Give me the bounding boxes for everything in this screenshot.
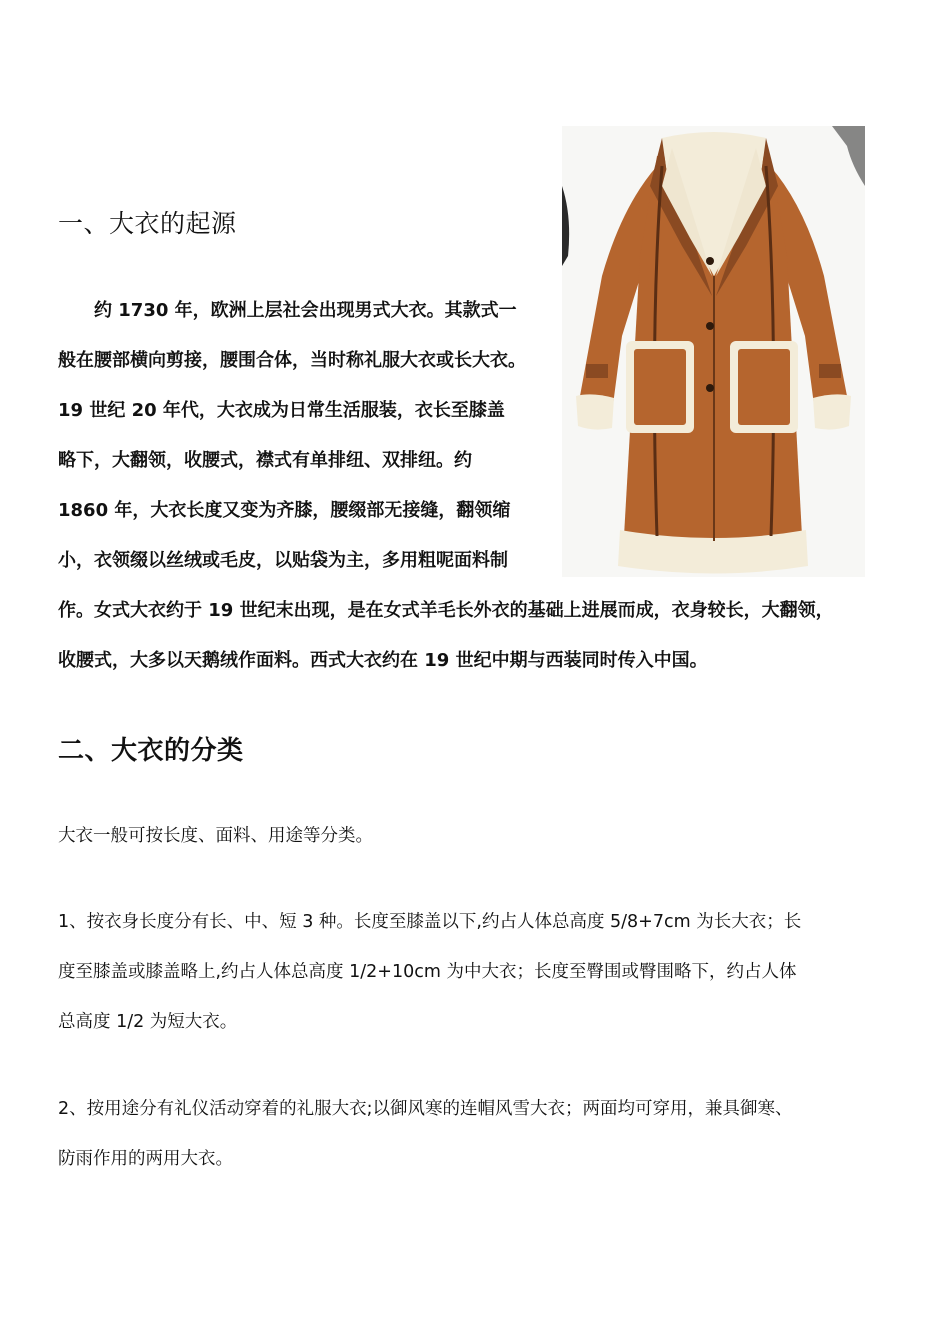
paragraph-line: 约 1730 年，欧洲上层社会出现男式大衣。其款式一: [94, 300, 517, 321]
item-2-line: 2、按用途分有礼仪活动穿着的礼服大衣;以御风寒的连帽风雪大衣；两面均可穿用，兼具御寒、: [58, 1099, 793, 1119]
paragraph-line: 收腰式，大多以天鹅绒作面料。西式大衣约在 19 世纪中期与西装同时传入中国。: [58, 650, 708, 671]
section-1-heading: 一、大衣的起源: [58, 209, 237, 238]
sheepskin-coat-photo: [562, 126, 865, 577]
paragraph-line: 般在腰部横向剪接，腰围合体，当时称礼服大衣或长大衣。: [58, 350, 526, 371]
paragraph-line: 1860 年，大衣长度又变为齐膝，腰缀部无接缝，翻领缩: [58, 500, 511, 521]
paragraph-line: 略下，大翻领，收腰式，襟式有单排纽、双排纽。约: [58, 450, 472, 471]
item-1-line: 1、按衣身长度分有长、中、短 3 种。长度至膝盖以下,约占人体总高度 5/8+7cm 为长大衣；长: [58, 912, 802, 932]
paragraph-line: 作。女式大衣约于 19 世纪末出现，是在女式羊毛长外衣的基础上进展而成，衣身较长，大翻领，: [58, 600, 834, 621]
intro-line: 大衣一般可按长度、面料、用途等分类。: [58, 826, 373, 846]
paragraph-line: 19 世纪 20 年代，大衣成为日常生活服装，衣长至膝盖: [58, 400, 505, 421]
item-1-line: 度至膝盖或膝盖略上,约占人体总高度 1/2+10cm 为中大衣；长度至臀围或臀围略下，约占人体: [58, 962, 797, 982]
item-1-line: 总高度 1/2 为短大衣。: [58, 1012, 238, 1032]
item-2-line: 防雨作用的两用大衣。: [58, 1149, 233, 1169]
paragraph-line: 小，衣领缀以丝绒或毛皮，以贴袋为主，多用粗呢面料制: [58, 550, 508, 571]
section-2-heading: 二、大衣的分类: [58, 736, 244, 766]
